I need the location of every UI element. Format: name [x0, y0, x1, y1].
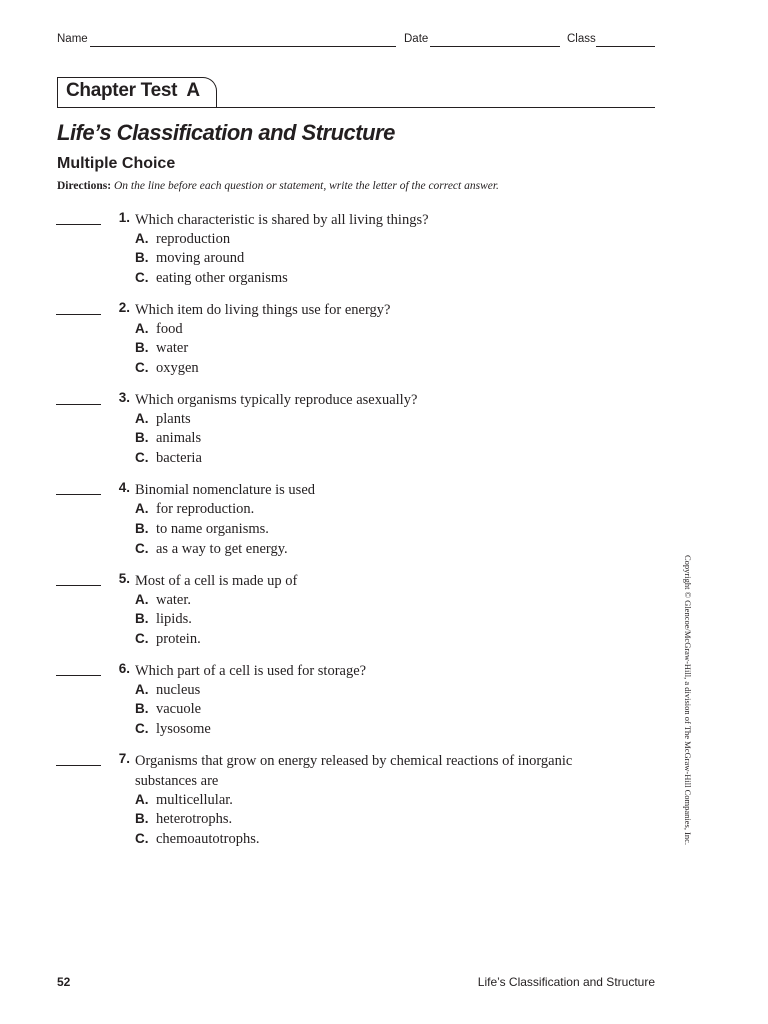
option-text: bacteria [156, 450, 202, 466]
question-number: 4. [118, 480, 130, 495]
question-number: 2. [118, 300, 130, 315]
option-a [135, 409, 191, 429]
option-letter: B. [135, 811, 149, 826]
question-stem: Which item do living things use for energy? [135, 302, 391, 318]
option-c [135, 358, 199, 378]
option-letter: A. [135, 411, 149, 426]
option-text: oxygen [156, 360, 199, 376]
option-letter: C. [135, 450, 149, 465]
header-rule [57, 107, 655, 108]
question-number: 5. [118, 571, 130, 586]
option-text: food [156, 321, 183, 337]
option-letter: C. [135, 270, 149, 285]
option-b [135, 428, 201, 448]
answer-blank[interactable] [56, 765, 101, 766]
question-stem: Binomial nomenclature is used [135, 482, 316, 498]
option-letter: A. [135, 321, 149, 336]
option-letter: B. [135, 521, 149, 536]
option-b [135, 338, 188, 358]
option-c [135, 629, 201, 649]
copyright-notice [683, 555, 693, 875]
option-letter: B. [135, 250, 149, 265]
option-c [135, 829, 260, 849]
answer-blank[interactable] [56, 675, 101, 676]
option-c [135, 539, 288, 559]
directions-label: Directions: [57, 180, 112, 192]
class-field-line[interactable] [596, 46, 655, 47]
question-number: 6. [118, 661, 130, 676]
option-text: nucleus [156, 682, 201, 698]
question-stem: Most of a cell is made up of [135, 573, 298, 589]
question-stem: Organisms that grow on energy released by chemical reactions of inorganic substances are [135, 753, 573, 789]
option-text: protein. [156, 631, 201, 647]
option-text: eating other organisms [156, 270, 288, 286]
footer-chapter-title: Life’s Classification and Structure [477, 975, 655, 989]
date-label: Date [404, 33, 429, 45]
answer-blank[interactable] [56, 494, 101, 495]
option-letter: A. [135, 792, 149, 807]
option-letter: C. [135, 721, 149, 736]
option-a [135, 319, 183, 339]
option-text: lysosome [156, 721, 211, 737]
page-title: Life’s Classification and Structure [57, 120, 395, 145]
option-c [135, 719, 211, 739]
option-a [135, 590, 191, 610]
option-text: vacuole [156, 701, 202, 717]
option-letter: B. [135, 430, 149, 445]
option-c [135, 268, 288, 288]
option-c [135, 448, 202, 468]
answer-blank[interactable] [56, 404, 101, 405]
option-text: chemoautotrophs. [156, 831, 260, 847]
option-b [135, 609, 192, 629]
option-text: plants [156, 411, 191, 427]
date-field-line[interactable] [430, 46, 560, 47]
option-a [135, 499, 254, 519]
option-letter: C. [135, 541, 149, 556]
class-label: Class [567, 33, 596, 45]
option-text: lipids. [156, 611, 192, 627]
option-b [135, 248, 244, 268]
option-text: water [156, 340, 189, 356]
directions-text: On the line before each question or statement, write the letter of the correct answer. [113, 180, 499, 192]
question-stem: Which organisms typically reproduce asexually? [135, 392, 418, 408]
question-number: 7. [118, 751, 130, 766]
option-text: heterotrophs. [156, 811, 233, 827]
option-text: reproduction [156, 231, 231, 247]
option-b [135, 809, 232, 829]
option-b [135, 699, 201, 719]
answer-blank[interactable] [56, 585, 101, 586]
chapter-tab-label: Chapter Test A [66, 80, 200, 101]
option-text: animals [156, 430, 202, 446]
option-letter: C. [135, 360, 149, 375]
question-stem: Which part of a cell is used for storage? [135, 663, 367, 679]
option-a [135, 790, 233, 810]
option-letter: A. [135, 592, 149, 607]
copyright-text: Copyright © Glencoe/McGraw-Hill, a division of The McGraw-Hill Companies, Inc. [683, 555, 693, 846]
name-field-line[interactable] [90, 46, 396, 47]
option-letter: A. [135, 231, 149, 246]
question-number: 3. [118, 390, 130, 405]
option-letter: A. [135, 682, 149, 697]
name-label: Name [57, 33, 88, 45]
option-text: for reproduction. [156, 501, 255, 517]
option-letter: A. [135, 501, 149, 516]
option-a [135, 680, 200, 700]
question-stem: Which characteristic is shared by all living things? [135, 212, 429, 228]
option-text: water. [156, 592, 192, 608]
answer-blank[interactable] [56, 224, 101, 225]
option-letter: C. [135, 831, 149, 846]
option-a [135, 229, 230, 249]
option-letter: B. [135, 340, 149, 355]
directions [57, 180, 499, 192]
option-text: to name organisms. [156, 521, 269, 537]
option-text: moving around [156, 250, 245, 266]
option-letter: C. [135, 631, 149, 646]
section-heading: Multiple Choice [57, 155, 176, 172]
option-b [135, 519, 269, 539]
option-letter: B. [135, 701, 149, 716]
option-text: as a way to get energy. [156, 541, 288, 557]
question-number: 1. [118, 210, 130, 225]
option-letter: B. [135, 611, 149, 626]
option-text: multicellular. [156, 792, 233, 808]
answer-blank[interactable] [56, 314, 101, 315]
page-number: 52 [57, 975, 71, 989]
